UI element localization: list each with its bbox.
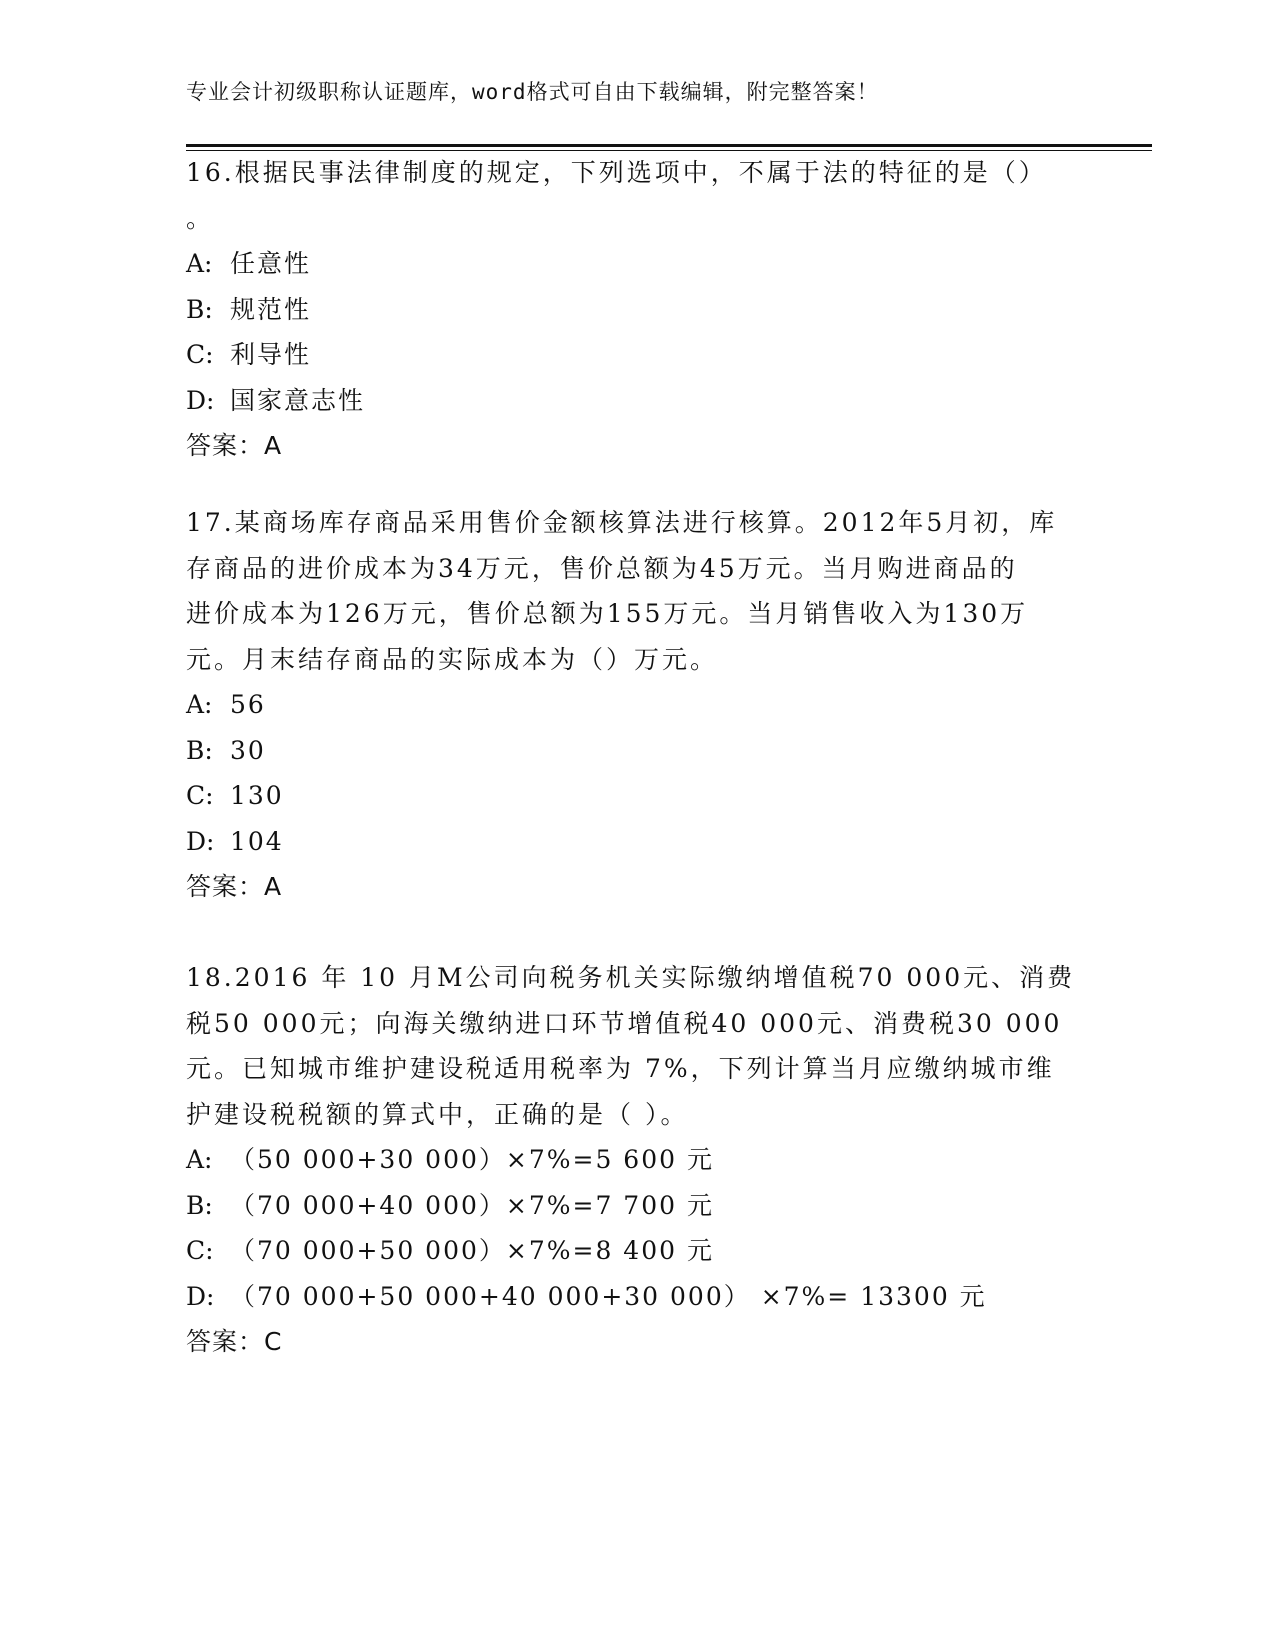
question-stem-line: 元。已知城市维护建设税适用税率为 7%，下列计算当月应缴纳城市维	[186, 1054, 1055, 1083]
option-text: （70 000+50 000）×7%=8 400 元	[230, 1236, 714, 1265]
option-c	[186, 1228, 1086, 1274]
option-label: C:	[186, 340, 214, 369]
option-a	[186, 682, 1086, 728]
option-a	[186, 1137, 1086, 1183]
option-d	[186, 1274, 1086, 1320]
question-17	[186, 500, 1086, 910]
option-b	[186, 1183, 1086, 1229]
option-text: 30	[230, 735, 266, 765]
question-stem-line: 16.根据民事法律制度的规定，下列选项中，不属于法的特征的是（）	[186, 158, 1047, 187]
option-text: （70 000+40 000）×7%=7 700 元	[230, 1190, 714, 1220]
question-stem-line: 护建设税税额的算式中，正确的是（ ）。	[186, 1099, 689, 1129]
option-label: D:	[186, 826, 215, 856]
option-label: D:	[186, 385, 215, 415]
option-text: 130	[230, 781, 284, 810]
option-text: 任意性	[230, 249, 312, 278]
answer-line: 答案：A	[186, 872, 283, 901]
option-text: 104	[230, 826, 284, 856]
option-b	[186, 287, 1086, 333]
option-text: （50 000+30 000）×7%=5 600 元	[230, 1145, 714, 1174]
answer-line: 答案：A	[186, 431, 283, 460]
header-rule	[186, 144, 1152, 147]
option-d	[186, 378, 1086, 424]
option-d	[186, 819, 1086, 865]
question-18	[186, 955, 1086, 1365]
question-stem-line: 进价成本为126万元，售价总额为155万元。当月销售收入为130万	[186, 599, 1029, 628]
option-label: A:	[186, 690, 213, 719]
option-label: C:	[186, 781, 214, 810]
option-text: （70 000+50 000+40 000+30 000） ×7%= 13300 元	[230, 1281, 987, 1311]
answer-line: 答案：C	[186, 1327, 283, 1356]
option-label: B:	[186, 735, 213, 765]
option-text: 规范性	[230, 294, 312, 324]
question-stem-line: 17.某商场库存商品采用售价金额核算法进行核算。2012年5月初，库	[186, 508, 1058, 537]
option-label: A:	[186, 1145, 213, 1174]
question-stem-line: 存商品的进价成本为34万元，售价总额为45万元。当月购进商品的	[186, 553, 1018, 583]
page-header: 专业会计初级职称认证题库，word格式可自由下载编辑，附完整答案！	[186, 80, 879, 104]
option-label: B:	[186, 1190, 213, 1220]
question-stem-line: 元。月末结存商品的实际成本为（）万元。	[186, 644, 719, 674]
option-text: 利导性	[230, 340, 312, 369]
question-16	[186, 150, 1086, 469]
option-c	[186, 773, 1086, 819]
option-label: B:	[186, 294, 213, 324]
option-b	[186, 728, 1086, 774]
option-label: D:	[186, 1281, 215, 1311]
option-text: 国家意志性	[230, 385, 366, 415]
question-stem-line: 。	[186, 203, 215, 233]
option-a	[186, 241, 1086, 287]
option-label: C:	[186, 1236, 214, 1265]
option-text: 56	[230, 690, 266, 719]
question-stem-line: 税50 000元；向海关缴纳进口环节增值税40 000元、消费税30 000	[186, 1008, 1063, 1038]
option-c	[186, 332, 1086, 378]
question-stem-line: 18.2016 年 10 月M公司向税务机关实际缴纳增值税70 000元、消费	[186, 963, 1076, 992]
option-label: A:	[186, 249, 213, 278]
